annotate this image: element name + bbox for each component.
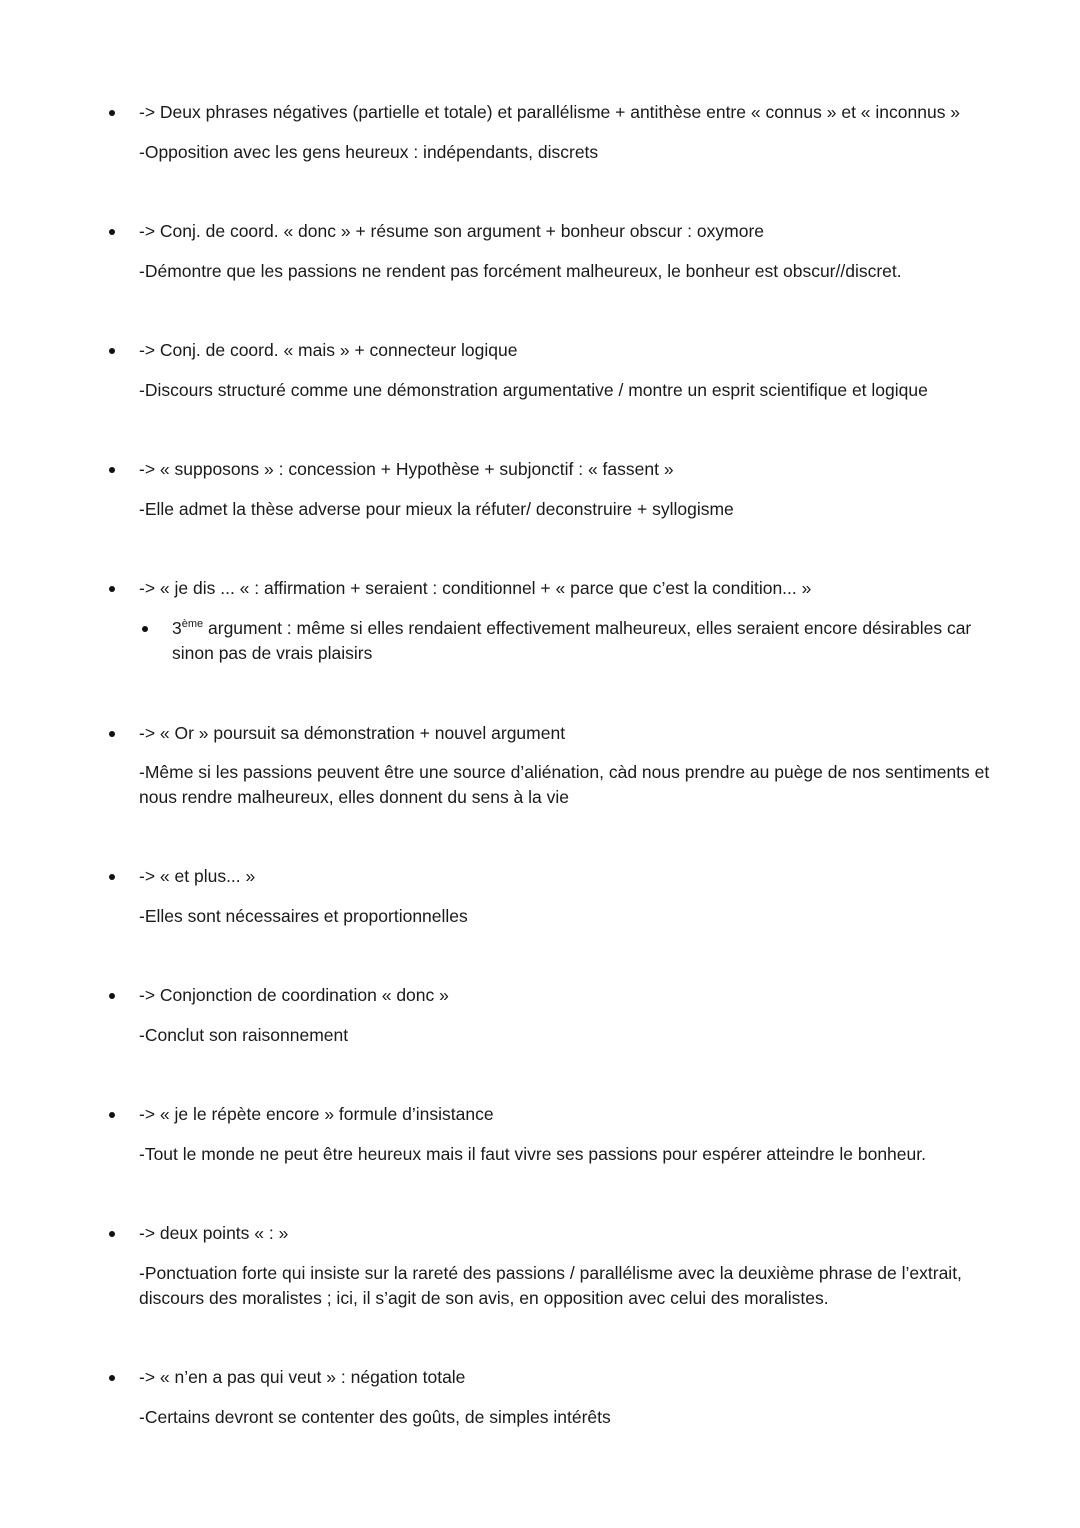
bullet-icon <box>109 229 115 235</box>
entry-comment: -Même si les passions peuvent être une source d’aliénation, càd nous prendre au puège de nos sentiments et nous rendre malheureux, elles donnent du sens à la vie <box>139 762 990 807</box>
entry-comment: -Discours structuré comme une démonstration argumentative / montre un esprit scientifique et logique <box>139 380 928 400</box>
entry-title: -> « n’en a pas qui veut » : négation totale <box>139 1367 466 1387</box>
entry-title: -> Conj. de coord. « donc » + résume son argument + bonheur obscur : oxymore <box>139 221 765 241</box>
entry-comment: -Démontre que les passions ne rendent pas forcément malheureux, le bonheur est obscur//discret. <box>139 261 902 281</box>
bullet-icon <box>109 731 115 737</box>
entry-comment: -Certains devront se contenter des goûts, de simples intérêts <box>139 1407 611 1427</box>
bullet-icon <box>109 1375 115 1381</box>
sub-entry-body: argument : même si elles rendaient effectivement malheureux, elles seraient encore désirables car sinon pas de vrais plaisirs <box>172 618 972 663</box>
entry-comment: -Ponctuation forte qui insiste sur la rareté des passions / parallélisme avec la deuxième phrase de l’extrait, discours des moralistes ; ici, il s’agit de son avis, en opposition avec celui des moralistes. <box>139 1263 962 1308</box>
sub-bullet-icon <box>142 626 148 632</box>
bullet-icon <box>109 874 115 880</box>
entry-comment: -Opposition avec les gens heureux : indépendants, discrets <box>139 142 599 162</box>
entry-title: -> « Or » poursuit sa démonstration + nouvel argument <box>139 723 566 743</box>
entry-title: -> Conjonction de coordination « donc » <box>139 985 449 1005</box>
entry-title: -> deux points « : » <box>139 1223 289 1243</box>
entry-comment: -Tout le monde ne peut être heureux mais il faut vivre ses passions pour espérer atteindre le bonheur. <box>139 1144 926 1164</box>
entry-title: -> Conj. de coord. « mais » + connecteur logique <box>139 340 518 360</box>
entry-title: -> Deux phrases négatives (partielle et totale) et parallélisme + antithèse entre « connus » et « inconnus » <box>139 102 961 122</box>
bullet-icon <box>109 110 115 116</box>
entry-comment: -Conclut son raisonnement <box>139 1025 349 1045</box>
ordinal-number: 3 <box>172 618 182 638</box>
bullet-icon <box>109 993 115 999</box>
entry-title: -> « supposons » : concession + Hypothèse + subjonctif : « fassent » <box>139 459 674 479</box>
sub-entry-text <box>172 616 1017 666</box>
bullet-icon <box>109 348 115 354</box>
bullet-icon <box>109 1231 115 1237</box>
entry-title: -> « et plus... » <box>139 866 256 886</box>
entry-title: -> « je dis ... « : affirmation + seraient : conditionnel + « parce que c’est la condition... » <box>139 578 812 598</box>
bullet-icon <box>109 467 115 473</box>
bullet-icon <box>109 586 115 592</box>
bullet-icon <box>109 1112 115 1118</box>
entry-comment: -Elles sont nécessaires et proportionnelles <box>139 906 468 926</box>
entry-title: -> « je le répète encore » formule d’insistance <box>139 1104 494 1124</box>
ordinal-suffix: ème <box>181 618 204 631</box>
entry-comment: -Elle admet la thèse adverse pour mieux la réfuter/ deconstruire + syllogisme <box>139 499 734 519</box>
